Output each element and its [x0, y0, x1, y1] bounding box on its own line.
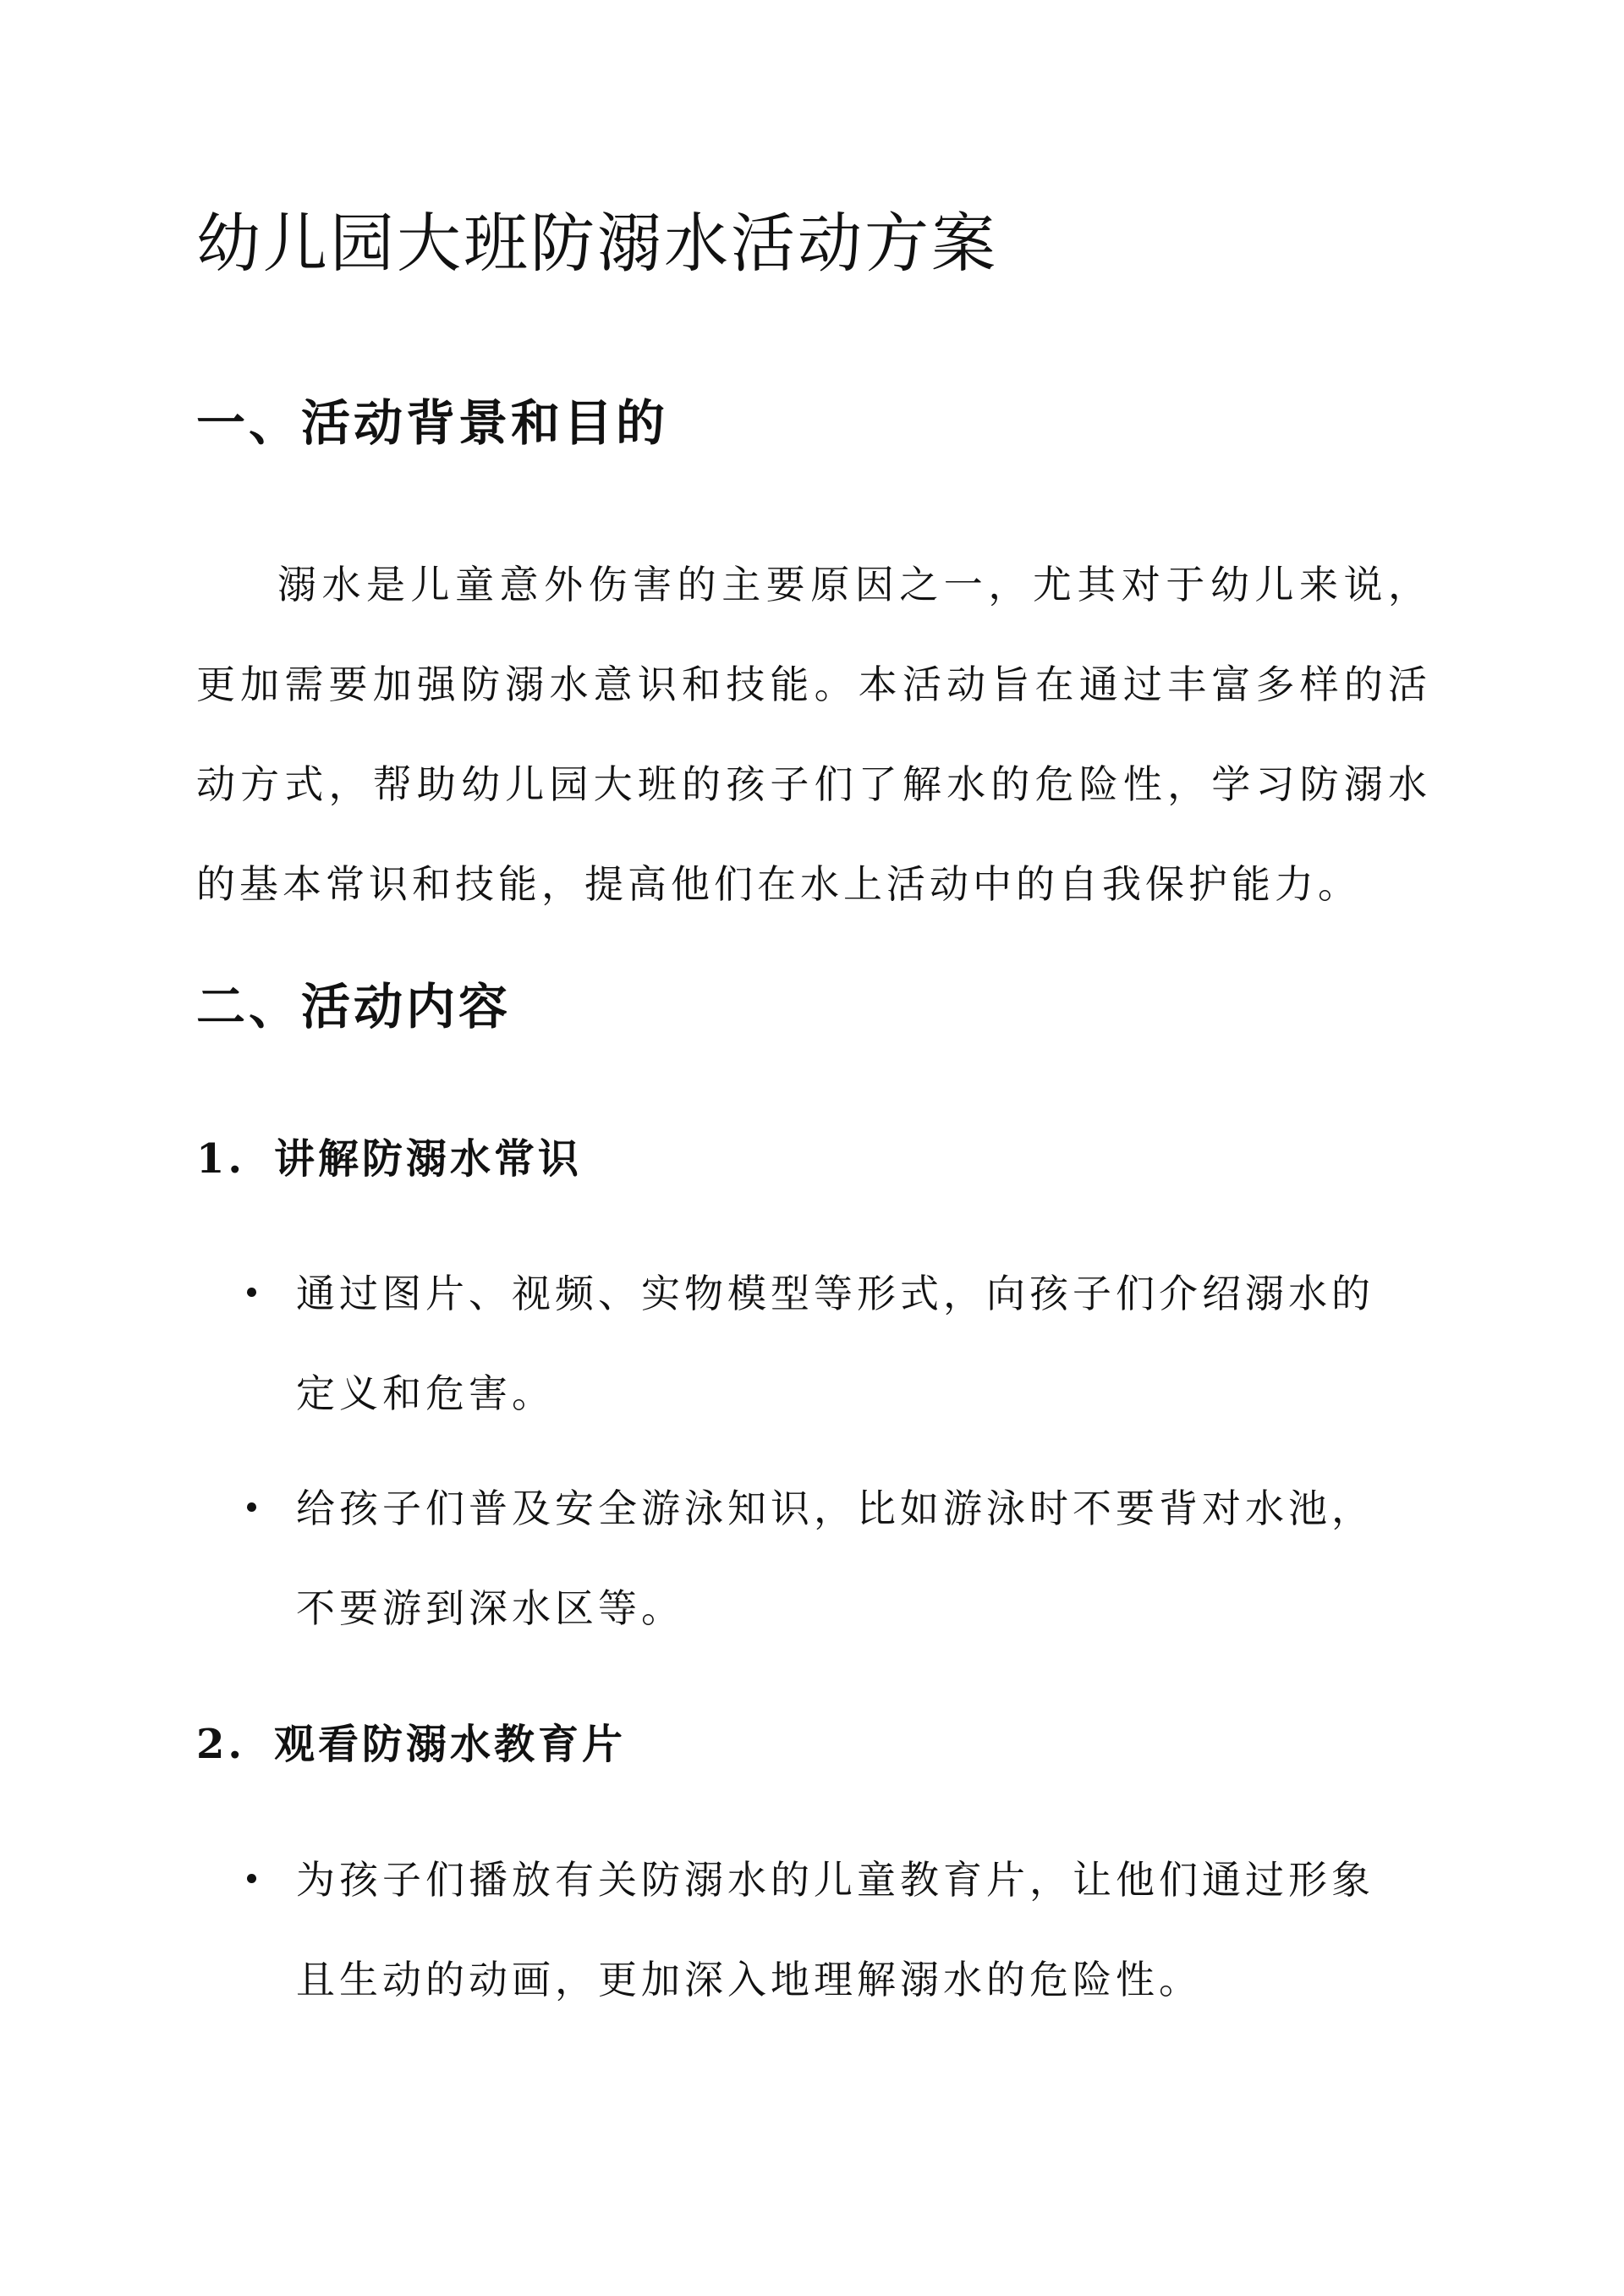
- document-title: 幼儿园大班防溺水活动方案: [196, 206, 998, 281]
- bullet-list-1: [196, 1244, 1431, 1658]
- subsection-title: 讲解防溺水常识: [274, 1135, 583, 1183]
- bullet-dot-icon: [247, 1288, 256, 1297]
- background-paragraph: 溺水是儿童意外伤害的主要原因之一，尤其对于幼儿来说，更加需要加强防溺水意识和技能。本活动旨在通过丰富多样的活动方式，帮助幼儿园大班的孩子们了解水的危险性，学习防溺水的基本常识和技能，提高他们在水上活动中的自我保护能力。: [196, 562, 1431, 907]
- section-heading-background: 一、活动背景和目的: [196, 394, 669, 452]
- list-item-text: 为孩子们播放有关防溺水的儿童教育片，让他们通过形象且生动的动画，更加深入地理解溺水的危险性。: [296, 1857, 1374, 2002]
- subsection-heading-1: [196, 1129, 582, 1189]
- subsection-number: 1.: [196, 1135, 246, 1183]
- subsection-number: 2.: [196, 1721, 246, 1768]
- list-item-text: 给孩子们普及安全游泳知识，比如游泳时不要背对水池，不要游到深水区等。: [296, 1486, 1374, 1631]
- list-item-text: 通过图片、视频、实物模型等形式，向孩子们介绍溺水的定义和危害。: [296, 1271, 1374, 1416]
- bullet-dot-icon: [247, 1502, 256, 1512]
- list-item: [196, 1458, 1431, 1658]
- subsection-heading-2: [196, 1715, 626, 1774]
- bullet-list-2: [196, 1830, 1431, 2030]
- bullet-dot-icon: [247, 1874, 256, 1883]
- list-item: [196, 1830, 1431, 2030]
- section-heading-content: 二、活动内容: [196, 978, 512, 1035]
- list-item: [196, 1244, 1431, 1443]
- subsection-title: 观看防溺水教育片: [274, 1721, 627, 1768]
